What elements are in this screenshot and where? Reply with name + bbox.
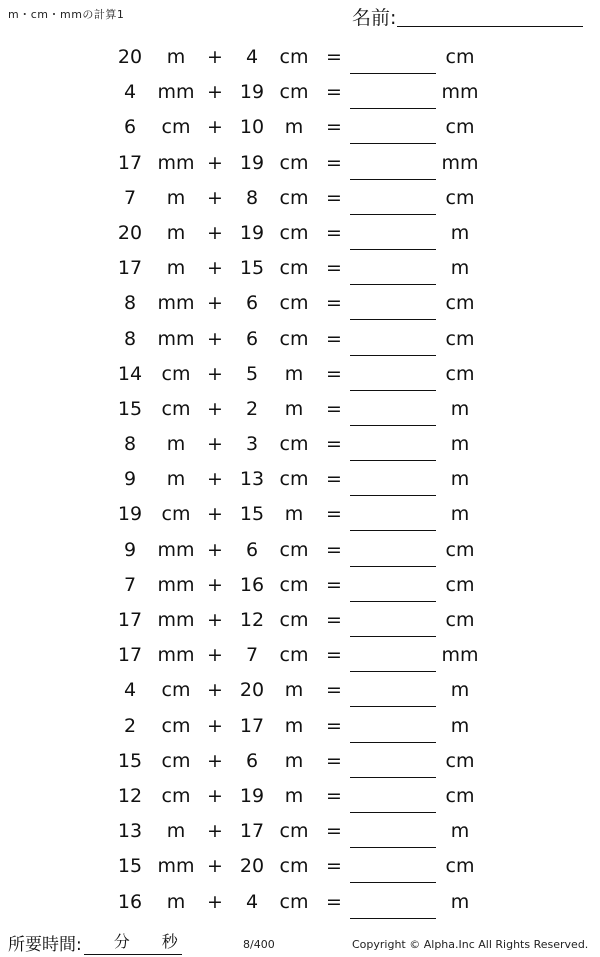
problem-row (0, 183, 600, 218)
equals-sign: = (326, 292, 342, 315)
second-unit: cm (279, 186, 309, 209)
problem-row (0, 605, 600, 640)
problem-row (0, 77, 600, 112)
first-unit: mm (157, 538, 195, 561)
first-number: 17 (117, 609, 143, 631)
equals-sign: = (326, 468, 342, 491)
problem-row (0, 218, 600, 253)
answer-blank[interactable] (350, 812, 436, 813)
answer-blank[interactable] (350, 108, 436, 109)
answer-blank[interactable] (350, 918, 436, 919)
answer-blank[interactable] (350, 706, 436, 707)
second-number: 6 (245, 538, 259, 561)
first-unit: cm (161, 362, 191, 385)
first-number: 14 (117, 362, 143, 385)
result-unit: m (450, 257, 470, 280)
problem-row (0, 253, 600, 288)
operator-plus: + (207, 784, 223, 807)
result-unit: cm (445, 116, 475, 139)
second-unit: cm (279, 609, 309, 631)
second-unit: cm (279, 433, 309, 456)
name-input-line[interactable] (397, 25, 583, 27)
second-number: 6 (245, 292, 259, 315)
problem-row (0, 394, 600, 429)
operator-plus: + (207, 890, 223, 913)
result-unit: cm (445, 749, 475, 772)
second-unit: cm (279, 855, 309, 878)
second-unit: m (284, 397, 304, 420)
second-number: 12 (239, 609, 265, 631)
second-unit: cm (279, 820, 309, 843)
answer-blank[interactable] (350, 671, 436, 672)
answer-blank[interactable] (350, 425, 436, 426)
first-number: 7 (123, 573, 137, 596)
equals-sign: = (326, 784, 342, 807)
answer-blank[interactable] (350, 566, 436, 567)
second-number: 20 (239, 679, 265, 702)
first-number: 16 (117, 890, 143, 913)
first-number: 4 (123, 81, 137, 104)
answer-blank[interactable] (350, 73, 436, 74)
equals-sign: = (326, 679, 342, 702)
first-unit: m (166, 257, 186, 280)
equals-sign: = (326, 433, 342, 456)
equals-sign: = (326, 749, 342, 772)
first-number: 7 (123, 186, 137, 209)
operator-plus: + (207, 820, 223, 843)
first-number: 19 (117, 503, 143, 526)
result-unit: m (450, 433, 470, 456)
problem-row (0, 464, 600, 499)
problem-row (0, 851, 600, 886)
second-number: 7 (245, 644, 259, 667)
first-unit: mm (157, 644, 195, 667)
first-number: 15 (117, 749, 143, 772)
second-unit: m (284, 116, 304, 139)
result-unit: cm (445, 327, 475, 350)
first-unit: m (166, 820, 186, 843)
operator-plus: + (207, 327, 223, 350)
first-number: 17 (117, 644, 143, 667)
first-unit: mm (157, 81, 195, 104)
second-number: 19 (239, 81, 265, 104)
operator-plus: + (207, 433, 223, 456)
first-number: 8 (123, 292, 137, 315)
worksheet-title: m・cm・mmの計算1 (8, 8, 125, 21)
answer-blank[interactable] (350, 847, 436, 848)
second-number: 20 (239, 855, 265, 878)
operator-plus: + (207, 151, 223, 174)
second-number: 15 (239, 503, 265, 526)
first-unit: cm (161, 714, 191, 737)
second-number: 13 (239, 468, 265, 491)
equals-sign: = (326, 503, 342, 526)
result-unit: cm (445, 855, 475, 878)
operator-plus: + (207, 397, 223, 420)
first-unit: m (166, 186, 186, 209)
answer-blank[interactable] (350, 882, 436, 883)
page-count: 8/400 (243, 938, 275, 951)
equals-sign: = (326, 46, 342, 68)
second-number: 19 (239, 784, 265, 807)
problem-row (0, 746, 600, 781)
first-number: 9 (123, 538, 137, 561)
second-number: 4 (245, 890, 259, 913)
answer-blank[interactable] (350, 355, 436, 356)
problem-row (0, 288, 600, 323)
second-unit: cm (279, 644, 309, 667)
operator-plus: + (207, 573, 223, 596)
result-unit: m (450, 679, 470, 702)
answer-blank[interactable] (350, 179, 436, 180)
problem-row (0, 711, 600, 746)
equals-sign: = (326, 820, 342, 843)
first-number: 12 (117, 784, 143, 807)
second-number: 16 (239, 573, 265, 596)
second-unit: m (284, 362, 304, 385)
second-unit: cm (279, 468, 309, 491)
equals-sign: = (326, 573, 342, 596)
first-number: 20 (117, 221, 143, 244)
equals-sign: = (326, 609, 342, 631)
second-unit: m (284, 503, 304, 526)
result-unit: cm (445, 609, 475, 631)
first-unit: mm (157, 573, 195, 596)
first-number: 15 (117, 855, 143, 878)
answer-blank[interactable] (350, 742, 436, 743)
second-unit: m (284, 714, 304, 737)
first-number: 9 (123, 468, 137, 491)
second-number: 6 (245, 749, 259, 772)
first-number: 13 (117, 820, 143, 843)
problem-row (0, 816, 600, 851)
first-number: 8 (123, 433, 137, 456)
first-number: 2 (123, 714, 137, 737)
problem-row (0, 781, 600, 816)
operator-plus: + (207, 679, 223, 702)
first-unit: mm (157, 609, 195, 631)
second-unit: cm (279, 46, 309, 68)
result-unit: m (450, 468, 470, 491)
operator-plus: + (207, 644, 223, 667)
operator-plus: + (207, 609, 223, 631)
operator-plus: + (207, 292, 223, 315)
operator-plus: + (207, 257, 223, 280)
operator-plus: + (207, 714, 223, 737)
problem-row (0, 359, 600, 394)
first-unit: m (166, 221, 186, 244)
operator-plus: + (207, 186, 223, 209)
first-unit: cm (161, 784, 191, 807)
equals-sign: = (326, 116, 342, 139)
answer-blank[interactable] (350, 495, 436, 496)
answer-blank[interactable] (350, 284, 436, 285)
equals-sign: = (326, 257, 342, 280)
equals-sign: = (326, 186, 342, 209)
copyright-notice: Copyright © Alpha.Inc All Rights Reserved. (352, 938, 589, 951)
equals-sign: = (326, 538, 342, 561)
operator-plus: + (207, 46, 223, 68)
operator-plus: + (207, 503, 223, 526)
result-unit: m (450, 820, 470, 843)
result-unit: cm (445, 292, 475, 315)
equals-sign: = (326, 714, 342, 737)
second-number: 4 (245, 46, 259, 68)
equals-sign: = (326, 644, 342, 667)
second-number: 5 (245, 362, 259, 385)
first-unit: m (166, 468, 186, 491)
equals-sign: = (326, 890, 342, 913)
first-unit: cm (161, 116, 191, 139)
second-number: 17 (239, 714, 265, 737)
problem-list (0, 42, 600, 922)
result-unit: cm (445, 362, 475, 385)
first-unit: cm (161, 397, 191, 420)
problem-row (0, 42, 600, 77)
equals-sign: = (326, 397, 342, 420)
answer-blank[interactable] (350, 319, 436, 320)
answer-blank[interactable] (350, 390, 436, 391)
answer-blank[interactable] (350, 143, 436, 144)
answer-blank[interactable] (350, 460, 436, 461)
result-unit: m (450, 503, 470, 526)
result-unit: cm (445, 46, 475, 68)
problem-row (0, 570, 600, 605)
equals-sign: = (326, 327, 342, 350)
problem-row (0, 499, 600, 534)
result-unit: mm (441, 644, 479, 667)
problem-row (0, 112, 600, 147)
first-unit: mm (157, 292, 195, 315)
result-unit: cm (445, 538, 475, 561)
second-number: 15 (239, 257, 265, 280)
answer-blank[interactable] (350, 249, 436, 250)
first-unit: m (166, 433, 186, 456)
first-unit: mm (157, 327, 195, 350)
first-number: 17 (117, 257, 143, 280)
operator-plus: + (207, 468, 223, 491)
second-unit: cm (279, 151, 309, 174)
first-number: 6 (123, 116, 137, 139)
second-unit: cm (279, 327, 309, 350)
first-number: 15 (117, 397, 143, 420)
first-unit: mm (157, 151, 195, 174)
first-unit: m (166, 890, 186, 913)
time-taken-input-line[interactable] (84, 932, 182, 955)
second-unit: cm (279, 890, 309, 913)
second-unit: m (284, 784, 304, 807)
result-unit: mm (441, 151, 479, 174)
second-number: 3 (245, 433, 259, 456)
second-unit: cm (279, 81, 309, 104)
second-number: 10 (239, 116, 265, 139)
problem-row (0, 324, 600, 359)
second-unit: m (284, 749, 304, 772)
second-unit: cm (279, 538, 309, 561)
result-unit: cm (445, 784, 475, 807)
second-number: 2 (245, 397, 259, 420)
first-number: 17 (117, 151, 143, 174)
equals-sign: = (326, 151, 342, 174)
operator-plus: + (207, 362, 223, 385)
second-unit: m (284, 679, 304, 702)
result-unit: mm (441, 81, 479, 104)
answer-blank[interactable] (350, 601, 436, 602)
second-unit: cm (279, 257, 309, 280)
first-number: 20 (117, 46, 143, 68)
time-taken-field (8, 930, 182, 955)
seconds-label: 秒 (161, 932, 178, 951)
equals-sign: = (326, 81, 342, 104)
result-unit: cm (445, 573, 475, 596)
result-unit: m (450, 890, 470, 913)
second-unit: cm (279, 221, 309, 244)
second-number: 19 (239, 151, 265, 174)
second-number: 17 (239, 820, 265, 843)
second-unit: cm (279, 292, 309, 315)
result-unit: m (450, 714, 470, 737)
problem-row (0, 887, 600, 922)
first-unit: cm (161, 749, 191, 772)
answer-blank[interactable] (350, 636, 436, 637)
minutes-label: 分 (113, 932, 130, 951)
first-unit: mm (157, 855, 195, 878)
result-unit: cm (445, 186, 475, 209)
second-number: 19 (239, 221, 265, 244)
answer-blank[interactable] (350, 214, 436, 215)
problem-row (0, 640, 600, 675)
operator-plus: + (207, 81, 223, 104)
result-unit: m (450, 221, 470, 244)
name-label: 名前: (352, 7, 397, 29)
problem-row (0, 675, 600, 710)
answer-blank[interactable] (350, 530, 436, 531)
first-number: 8 (123, 327, 137, 350)
second-number: 6 (245, 327, 259, 350)
name-field (352, 6, 583, 30)
operator-plus: + (207, 749, 223, 772)
operator-plus: + (207, 538, 223, 561)
second-number: 8 (245, 186, 259, 209)
equals-sign: = (326, 855, 342, 878)
problem-row (0, 429, 600, 464)
equals-sign: = (326, 362, 342, 385)
first-unit: m (166, 46, 186, 68)
operator-plus: + (207, 855, 223, 878)
equals-sign: = (326, 221, 342, 244)
operator-plus: + (207, 116, 223, 139)
first-unit: cm (161, 503, 191, 526)
problem-row (0, 535, 600, 570)
answer-blank[interactable] (350, 777, 436, 778)
time-taken-label: 所要時間: (8, 935, 82, 955)
problem-row (0, 148, 600, 183)
operator-plus: + (207, 221, 223, 244)
first-unit: cm (161, 679, 191, 702)
first-number: 4 (123, 679, 137, 702)
result-unit: m (450, 397, 470, 420)
second-unit: cm (279, 573, 309, 596)
